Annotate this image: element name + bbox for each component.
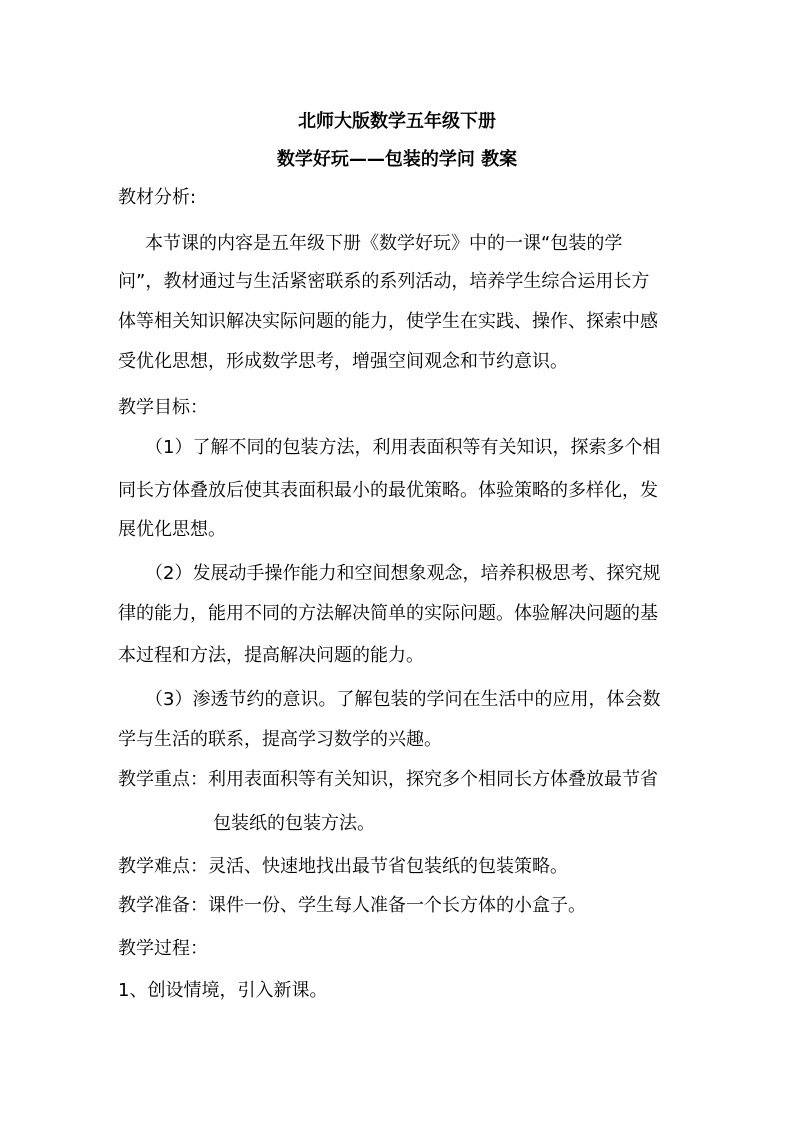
paragraph-line: （1）了解不同的包装方法，利用表面积等有关知识，探索多个相 [145, 437, 661, 458]
key-points-continuation: 包装纸的包装方法。 [213, 813, 375, 834]
paragraph-line: 问”，教材通过与生活紧密联系的系列活动，培养学生综合运用长方 [118, 271, 650, 292]
paragraph-line: 受优化思想，形成数学思考，增强空间观念和节约意识。 [118, 351, 568, 372]
paragraph-line: 本过程和方法，提高解决问题的能力。 [118, 645, 424, 666]
paragraph-line: 学与生活的联系，提高学习数学的兴趣。 [118, 729, 442, 750]
paragraph-line: 本节课的内容是五年级下册《数学好玩》中的一课“包装的学 [145, 233, 623, 254]
document-title: 北师大版数学五年级下册 [298, 111, 496, 132]
paragraph-line: （2）发展动手操作能力和空间想象观念，培养积极思考、探究规 [145, 563, 661, 584]
difficulty-line: 教学难点：灵活、快速地找出最节省包装纸的包装策略。 [118, 856, 568, 877]
paragraph-line: 律的能力，能用不同的方法解决简单的实际问题。体验解决问题的基 [118, 603, 658, 624]
section-heading-objectives: 教学目标： [118, 397, 208, 418]
key-points-line: 教学重点：利用表面积等有关知识，探究多个相同长方体叠放最节省 [118, 769, 658, 790]
paragraph-line: 体等相关知识解决实际问题的能力，使学生在实践、操作、探索中感 [118, 311, 658, 332]
paragraph-line: （3）渗透节约的意识。了解包装的学问在生活中的应用，体会数 [145, 689, 661, 710]
document-subtitle: 数学好玩——包装的学问 教案 [276, 149, 518, 170]
process-step-1: 1、创设情境，引入新课。 [118, 980, 328, 1001]
paragraph-line: 展优化思想。 [118, 519, 226, 540]
paragraph-line: 同长方体叠放后使其表面积最小的最优策略。体验策略的多样化，发 [118, 480, 658, 501]
section-heading-process: 教学过程： [118, 938, 208, 959]
preparation-line: 教学准备：课件一份、学生每人准备一个长方体的小盒子。 [118, 895, 586, 916]
section-heading-material-analysis: 教材分析: [118, 187, 197, 208]
